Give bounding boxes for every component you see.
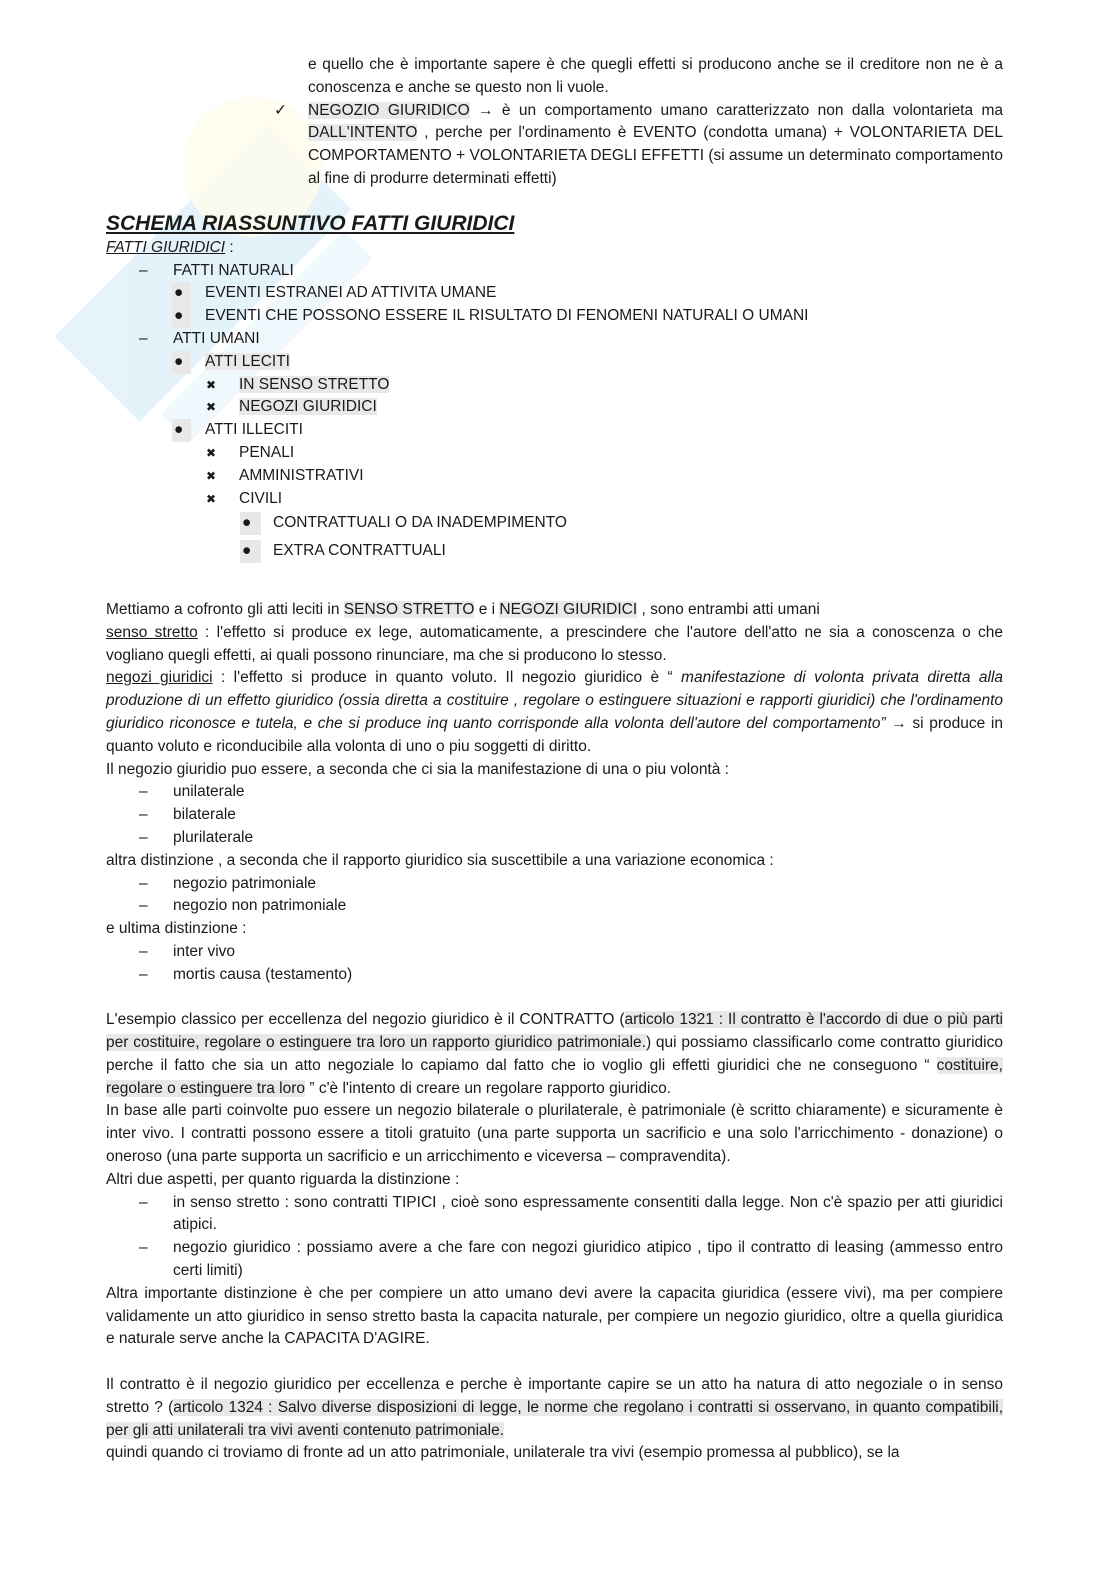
tree-senso-stretto <box>106 374 1003 397</box>
tree-label: CONTRATTUALI O DA INADEMPIMENTO <box>273 514 567 532</box>
dash-icon: – <box>139 965 148 983</box>
schema-header-label: FATTI GIURIDICI <box>106 238 226 256</box>
tree-atti-leciti <box>106 351 1003 374</box>
negozi-paragraph <box>106 667 1003 758</box>
bullet-icon: ● <box>172 305 191 328</box>
tree-label: ATTI ILLECITI <box>205 421 303 439</box>
list-item <box>106 1192 1003 1238</box>
tree-label: PENALI <box>239 443 295 461</box>
tree-penali <box>106 442 1003 465</box>
dash-icon: – <box>139 1193 148 1211</box>
econ-line: altra distinzione , a seconda che il rapporto giuridico sia suscettibile a una variazione economica : <box>106 851 774 869</box>
bullet-icon: ● <box>172 282 191 305</box>
text: , sono entrambi atti umani <box>637 600 820 618</box>
bullet-icon: ● <box>240 540 261 563</box>
list-item <box>106 941 1003 964</box>
volonta-line: Il negozio giuridio puo essere, a seconda che ci sia la manifestazione di una o piu volontà : <box>106 760 729 778</box>
list-item <box>106 964 1003 987</box>
tree-label: ATTI UMANI <box>173 329 260 347</box>
list-item <box>106 781 1003 804</box>
list-item-label: plurilaterale <box>173 828 254 846</box>
tree-label: FATTI NATURALI <box>173 261 294 279</box>
text: L'esempio classico per eccellenza del negozio giuridico è il CONTRATTO ( <box>106 1011 625 1029</box>
dash-icon: – <box>139 783 148 801</box>
senso-stretto-label: senso stretto <box>106 623 198 641</box>
negozi-term: NEGOZI GIURIDICI <box>499 600 638 618</box>
articolo-1324: articolo 1324 : Salvo diverse disposizioni di legge, le norme che regolano i contratti si osservano, in quanto compatibili, per gli atti unilaterali tra vivi aventi contenuto patrimoniale. <box>106 1398 1004 1439</box>
cross-icon: ✖ <box>206 468 217 483</box>
tree-civili <box>106 488 1003 511</box>
dash-icon: – <box>139 806 148 824</box>
dash-icon: – <box>139 828 148 846</box>
negozio-definition <box>106 100 1003 191</box>
list-item-label: bilaterale <box>173 806 236 824</box>
ultima-line: e ultima distinzione : <box>106 920 247 938</box>
tree-label: NEGOZI GIURIDICI <box>239 398 377 416</box>
dash-icon: – <box>139 942 148 960</box>
articolo-1321: articolo 1321 : Il contratto è l'accordo di due o più parti per costituire, regolare o estinguere tra loro un rapporto giuridico patrimoniale. <box>106 1011 1003 1052</box>
list-item <box>106 1237 1003 1283</box>
schema-header <box>106 237 1003 260</box>
dash-icon: – <box>139 261 148 279</box>
tree-label: IN SENSO STRETTO <box>239 375 390 393</box>
text: : l'effetto si produce ex lege, automaticamente, a prescindere che l'autore dell'atto ne sia a conoscenza o che vogliano quegli effetti, ai quali possono rinunciare, ma che si producono lo stesso. <box>106 623 1004 664</box>
bullet-icon: ● <box>240 512 261 535</box>
tree-fatti-naturali <box>106 260 1003 283</box>
base-paragraph: In base alle parti coinvolte puo essere un negozio bilaterale o plurilaterale, è patrimoniale (è scritto chiaramente) e sicuramente è inter vivo. I contratti possono essere a titoli gratuito (una parte supporta un sacrificio e una solo l'arricchimento - donazione) o oneroso (una parte supporta un sacrificio e un arricchimento e viceversa – compravendita). <box>106 1102 1003 1166</box>
text: Il contratto è il negozio giuridico per eccellenza e perche è importante capire se un atto ha natura di atto negoziale o in senso stretto ? ( <box>106 1376 1003 1416</box>
list-item <box>106 895 1003 918</box>
dash-icon: – <box>139 329 148 347</box>
list-item <box>106 827 1003 850</box>
ultimo-last-line: quindi quando ci troviamo di fronte ad un atto patrimoniale, unilaterale tra vivi (esempio promessa al pubblico), se la <box>106 1444 900 1462</box>
tree-amministrativi <box>106 465 1003 488</box>
negozio-term: NEGOZIO GIURIDICO <box>308 101 470 119</box>
cross-icon: ✖ <box>206 400 217 415</box>
text: → si produce in quanto voluto e riconducibile alla volonta di uno o piu soggetti di diritto. <box>106 714 1003 755</box>
contratto-quote: costituire, regolare o estinguere tra loro <box>106 1056 1003 1097</box>
list-item-label: in senso stretto : sono contratti TIPICI , cioè sono espressamente consentiti dalla legge. Non c'è spazio per atti giuridici atipici. <box>173 1193 1003 1234</box>
tree-label: EVENTI ESTRANEI AD ATTIVITA UMANE <box>205 284 497 302</box>
contratto-paragraph <box>106 1009 1003 1100</box>
text: ) qui possiamo classificarlo come contratto giuridico perche il fatto che sia un atto negoziale lo capiamo dal fatto che io voglio gli effetti giuridici che ne conseguono “ <box>106 1034 1003 1074</box>
negozi-label: negozi giuridici <box>106 669 213 687</box>
tree-label: AMMINISTRATIVI <box>239 466 364 484</box>
list-item-label: negozio non patrimoniale <box>173 897 347 915</box>
negozio-quote: manifestazione di volonta privata diretta alla produzione di un effetto giuridico (ossia diretta a costituire , regolare o estinguere situazioni e rapporti giuridici) che l'ordinamento giuridico riconosce e tutela, e che si produce inq uanto corrisponde alla volonta dell'autore del comportamento” <box>106 669 1004 732</box>
tree-eventi-1 <box>106 282 1003 305</box>
senso-stretto-term: SENSO STRETTO <box>343 600 475 618</box>
tree-contrattuali <box>106 512 1003 535</box>
tree-atti-illeciti <box>106 419 1003 442</box>
list-item-label: negozio giuridico : possiamo avere a che fare con negozi giuridico atipico , tipo il contratto di leasing (ammesso entro certi limiti) <box>173 1239 1003 1280</box>
dash-icon: – <box>139 874 148 892</box>
tree-atti-umani <box>106 328 1003 351</box>
tree-negozi <box>106 396 1003 419</box>
ultimo-paragraph <box>106 1374 1003 1442</box>
dash-icon: – <box>139 897 148 915</box>
cross-icon: ✖ <box>206 491 217 506</box>
list-item-label: negozio patrimoniale <box>173 874 317 892</box>
text: : l'effetto si produce in quanto voluto. Il negozio giuridico è “ <box>212 669 682 687</box>
tree-label: EXTRA CONTRATTUALI <box>273 542 446 560</box>
senso-stretto-paragraph <box>106 622 1003 668</box>
list-item-label: inter vivo <box>173 942 236 960</box>
check-icon: ✓ <box>274 101 287 119</box>
bullet-icon: ● <box>172 351 191 374</box>
schema-header-colon: : <box>225 238 234 256</box>
cross-icon: ✖ <box>206 377 217 392</box>
cross-icon: ✖ <box>206 445 217 460</box>
tree-label: CIVILI <box>239 489 283 507</box>
text: ” c'è l'intento di creare un regolare rapporto giuridico. <box>305 1079 672 1097</box>
intro-line: e quello che è importante sapere è che quegli effetti si producono anche se il creditore non ne è a conoscenza e anche se questo non li vuole. <box>308 56 1003 96</box>
tree-eventi-2 <box>106 305 1003 328</box>
altri-line: Altri due aspetti, per quanto riguarda la distinzione : <box>106 1170 460 1188</box>
negozio-text-2: , perche per l'ordinamento è EVENTO (condotta umana) + VOLONTARIETA DEL COMPORTAMENTO + VOLONTARIETA DEGLI EFFETTI (si assume un determinato comportamento al fine di produrre determinati effetti) <box>308 124 1003 187</box>
negozio-paragraph <box>308 100 1003 191</box>
list-item-label: mortis causa (testamento) <box>173 965 353 983</box>
capacita-paragraph: Altra importante distinzione è che per compiere un atto umano devi avere la capacita giuridica (essere vivi), ma per compiere validamente un atto giuridico in senso stretto basta la capacita naturale, per compiere un negozio giuridico, oltre a quella giuridica e naturale serve anche la CAPACITA D'AGIRE. <box>106 1284 1003 1348</box>
document-body <box>106 54 1003 1465</box>
intento-term: DALL'INTENTO <box>308 124 418 142</box>
list-item <box>106 804 1003 827</box>
dash-icon: – <box>139 1239 148 1257</box>
tree-extra <box>106 540 1003 563</box>
schema-title: SCHEMA RIASSUNTIVO FATTI GIURIDICI <box>106 211 515 235</box>
negozio-text-1: → è un comportamento umano caratterizzato non dalla volontarieta ma <box>469 101 1004 119</box>
list-item <box>106 873 1003 896</box>
text: Mettiamo a cofronto gli atti leciti in <box>106 600 344 618</box>
confronto-intro <box>106 599 1003 622</box>
text: e i <box>474 600 500 618</box>
bullet-icon: ● <box>172 419 191 442</box>
tree-label: ATTI LECITI <box>205 352 290 370</box>
list-item-label: unilaterale <box>173 783 245 801</box>
tree-label: EVENTI CHE POSSONO ESSERE IL RISULTATO DI FENOMENI NATURALI O UMANI <box>205 307 809 325</box>
